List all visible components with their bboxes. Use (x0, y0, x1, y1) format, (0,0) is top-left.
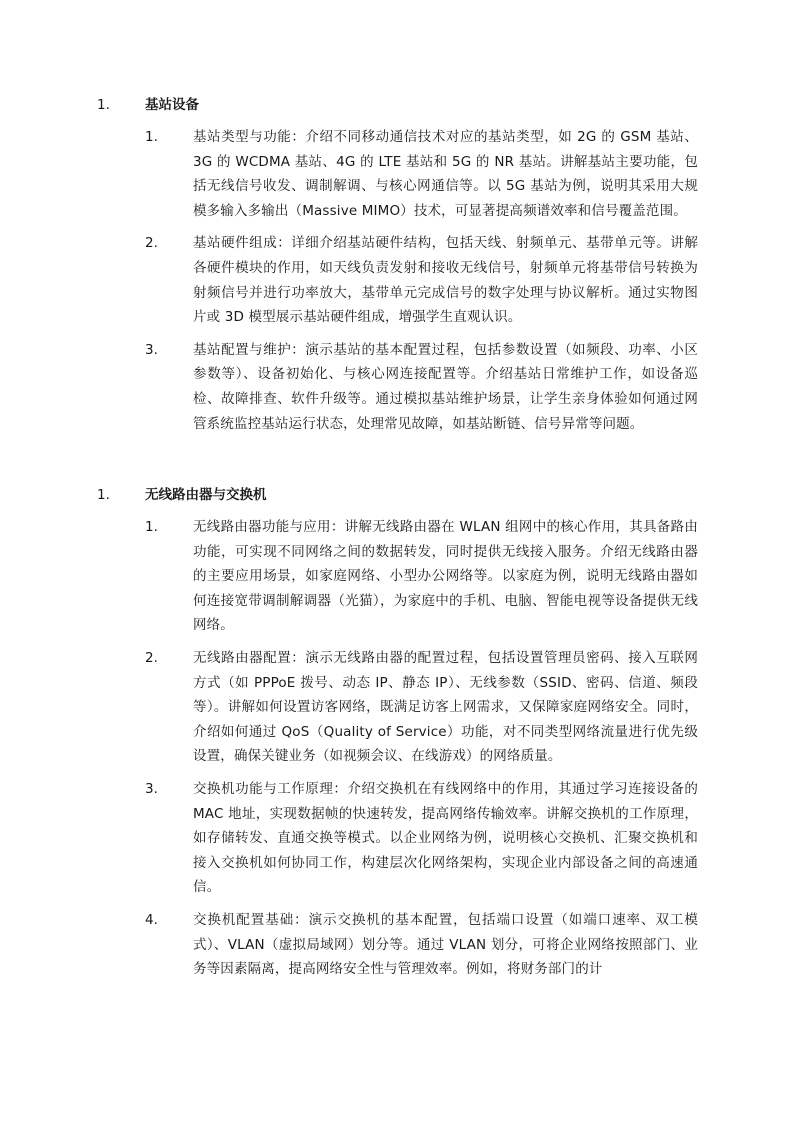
list-item-number: 1. (145, 519, 158, 535)
list-item (0, 338, 794, 436)
list-item-number: 3. (145, 341, 158, 358)
list-item-text: 基站硬件组成：详细介绍基站硬件结构，包括天线、射频单元、基带单元等。讲解各硬件模块的作用，如天线负责发射和接收无线信号，射频单元将基带信号转换为射频信号并进行功率放大，基带单元完成信号的数字处理与协议解析。通过实物图片或 3D 模型展示基站硬件组成，增强学生直观认识。 (193, 235, 698, 326)
list-item (0, 646, 794, 769)
section-base-station (0, 93, 794, 436)
list-item (0, 777, 794, 900)
list-item-text: 基站配置与维护：演示基站的基本配置过程，包括参数设置（如频段、功率、小区参数等）、设备初始化、与核心网连接配置等。介绍基站日常维护工作，如设备巡检、故障排查、软件升级等。通过模拟基站维护场景，让学生亲身体验如何通过网管系统监控基站运行状态，处理常见故障，如基站断链、信号异常等问题。 (193, 341, 698, 432)
list-item (0, 125, 794, 223)
list-item (0, 908, 794, 982)
list-item-text: 交换机功能与工作原理：介绍交换机在有线网络中的作用，其通过学习连接设备的 MAC 地址，实现数据帧的快速转发，提高网络传输效率。讲解交换机的工作原理，如存储转发、直通交换等模式。以企业网络为例，说明核心交换机、汇聚交换机和接入交换机如何协同工作，构建层次化网络架构，实现企业内部设备之间的高速通信。 (193, 780, 698, 896)
list-item-text: 无线路由器功能与应用：讲解无线路由器在 WLAN 组网中的核心作用，其具备路由功能，可实现不同网络之间的数据转发，同时提供无线接入服务。介绍无线路由器的主要应用场景，如家庭网络、小型办公网络等。以家庭为例，说明无线路由器如何连接宽带调制解调器（光猫），为家庭中的手机、电脑、智能电视等设备提供无线网络。 (193, 519, 698, 634)
section-title: 无线路由器与交换机 (145, 487, 267, 503)
list-item (0, 515, 794, 638)
list-item-text: 基站类型与功能：介绍不同移动通信技术对应的基站类型，如 2G 的 GSM 基站、3G 的 WCDMA 基站、4G 的 LTE 基站和 5G 的 NR 基站。讲解基站主要功能，包括无线信号收发、调制解调、与核心网通信等。以 5G 基站为例，说明其采用大规模多输入多输出（Massive MIMO）技术，可显著提高频谱效率和信号覆盖范围。 (193, 129, 698, 219)
list-item-number: 4. (145, 911, 158, 928)
list-item-text: 交换机配置基础：演示交换机的基本配置，包括端口设置（如端口速率、双工模式）、VLAN（虚拟局域网）划分等。通过 VLAN 划分，可将企业网络按照部门、业务等因素隔离，提高网络安全性与管理效率。例如，将财务部门的计 (193, 911, 698, 978)
list-item-number: 2. (145, 235, 158, 252)
section-number: 1. (97, 487, 110, 503)
section-number: 1. (97, 97, 110, 113)
list-item-number: 3. (145, 780, 158, 797)
section-heading (0, 93, 794, 119)
section-router-switch (0, 483, 794, 982)
list-item (0, 231, 794, 329)
section-heading (0, 483, 794, 509)
list-item-number: 1. (145, 129, 158, 145)
section-title: 基站设备 (145, 97, 199, 113)
list-item-number: 2. (145, 649, 158, 666)
list-item-text: 无线路由器配置：演示无线路由器的配置过程，包括设置管理员密码、接入互联网方式（如 PPPoE 拨号、动态 IP、静态 IP）、无线参数（SSID、密码、信道、频段等）。讲解如何设置访客网络，既满足访客上网需求，又保障家庭网络安全。同时，介绍如何通过 QoS（Quality of Service）功能，对不同类型网络流量进行优先级设置，确保关键业务（如视频会议、在线游戏）的网络质量。 (193, 649, 698, 765)
